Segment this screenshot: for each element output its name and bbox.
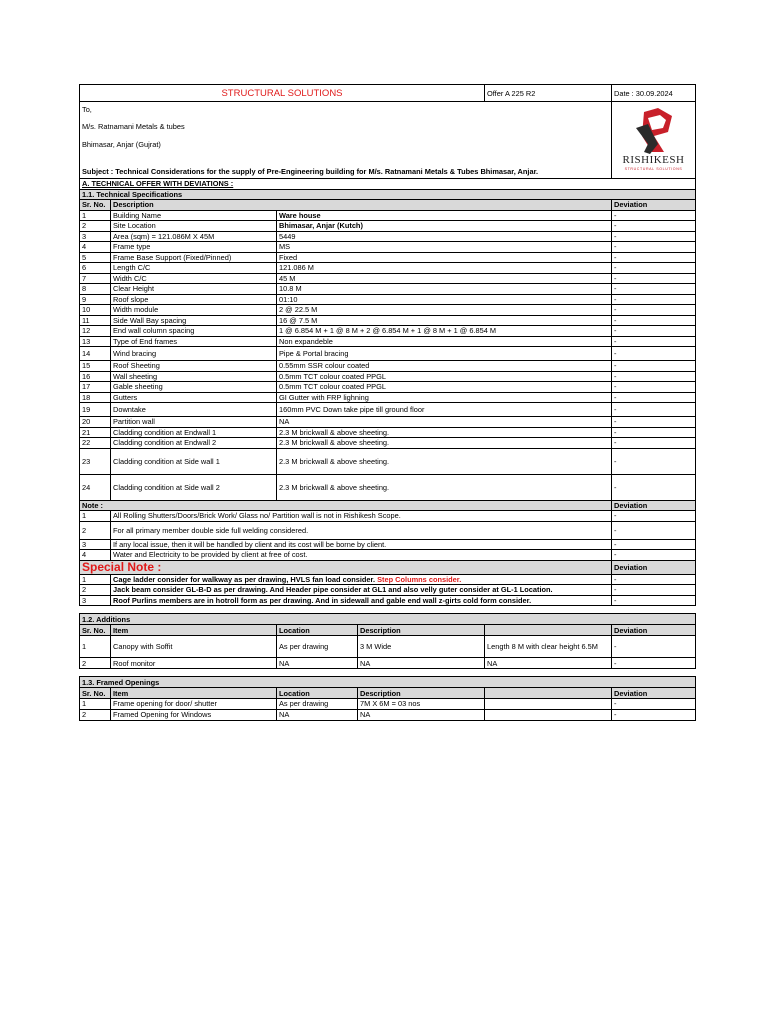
- table-row: [80, 315, 696, 326]
- spec-value: 2 @ 22.5 M: [277, 305, 612, 316]
- special-note-text-red: Step Columns consider.: [377, 574, 462, 584]
- additions-location: NA: [277, 658, 358, 669]
- table-row: [80, 382, 696, 393]
- table-row: [80, 560, 696, 574]
- additions-item: Canopy with Soffit: [111, 636, 277, 658]
- spec-deviation: -: [612, 326, 696, 337]
- framed_openings-header-item: Item: [111, 688, 277, 699]
- spec-value: 2.3 M brickwall & above sheeting.: [277, 427, 612, 438]
- header-sr-no: Sr. No.: [80, 200, 111, 211]
- spec-sr: 16: [80, 371, 111, 382]
- spec-sr: 23: [80, 448, 111, 474]
- spec-item: Cladding condition at Side wall 1: [111, 448, 277, 474]
- section-1-1-title: 1.1. Technical Specifications: [80, 189, 696, 200]
- spec-sr: 2: [80, 221, 111, 232]
- spec-deviation: -: [612, 371, 696, 382]
- additions-deviation: -: [612, 658, 696, 669]
- spec-deviation: -: [612, 210, 696, 221]
- header-description: Description: [111, 200, 612, 211]
- spec-item: Roof Sheeting: [111, 361, 277, 372]
- table-row: [80, 403, 696, 417]
- spec-sr: 7: [80, 273, 111, 284]
- note-sr: 2: [80, 521, 111, 539]
- framed_openings-sr: 1: [80, 699, 111, 710]
- table-row: [80, 263, 696, 274]
- table-row: [80, 417, 696, 428]
- additions-header-item: Item: [111, 625, 277, 636]
- special-note-text: [111, 585, 612, 596]
- company-logo: [612, 102, 696, 179]
- spec-sr: 24: [80, 474, 111, 500]
- table-row: [80, 614, 696, 625]
- table-row: [80, 392, 696, 403]
- additions-desc: 3 M Wide: [358, 636, 485, 658]
- spec-item: Clear Height: [111, 284, 277, 295]
- spec-item: Frame Base Support (Fixed/Pinned): [111, 252, 277, 263]
- table-row: [80, 336, 696, 347]
- table-row: [80, 511, 696, 522]
- note-text: All Rolling Shutters/Doors/Brick Work/ Glass no/ Partition wall is not in Rishikesh Scope.: [111, 511, 612, 522]
- spec-deviation: -: [612, 448, 696, 474]
- table-row: [80, 521, 696, 539]
- to-line-2: M/s. Ratnamani Metals & tubes: [80, 118, 612, 136]
- note-deviation: -: [612, 550, 696, 561]
- spec-value: 0.5mm TCT colour coated PPGL: [277, 371, 612, 382]
- spec-item: Gutters: [111, 392, 277, 403]
- spec-deviation: -: [612, 427, 696, 438]
- table-row: [80, 709, 696, 720]
- spec-deviation: -: [612, 231, 696, 242]
- additions-sr: 1: [80, 636, 111, 658]
- spec-deviation: -: [612, 315, 696, 326]
- additions-deviation: -: [612, 636, 696, 658]
- spec-sr: 15: [80, 361, 111, 372]
- table-row: [80, 284, 696, 295]
- spec-deviation: -: [612, 474, 696, 500]
- table-row: [80, 221, 696, 232]
- additions-location: As per drawing: [277, 636, 358, 658]
- spec-item: Type of End frames: [111, 336, 277, 347]
- spec-value: Ware house: [277, 210, 612, 221]
- subject-line: Subject : Technical Considerations for the supply of Pre-Engineering building for M/s. Ratnamani Metals & Tubes Bhimasar, Anjar.: [80, 165, 612, 179]
- additions-header-deviation: Deviation: [612, 625, 696, 636]
- table-row: [80, 427, 696, 438]
- spec-sr: 20: [80, 417, 111, 428]
- spec-item: Area (sqm) = 121.086M X 45M: [111, 231, 277, 242]
- spec-item: Site Location: [111, 221, 277, 232]
- additions-header-sr: Sr. No.: [80, 625, 111, 636]
- table-row: [80, 242, 696, 253]
- table-row: [80, 371, 696, 382]
- additions-title: 1.2. Additions: [80, 614, 696, 625]
- framed_openings-item: Frame opening for door/ shutter: [111, 699, 277, 710]
- spec-sr: 18: [80, 392, 111, 403]
- spec-value: 0.55mm SSR colour coated: [277, 361, 612, 372]
- spec-sr: 11: [80, 315, 111, 326]
- framed_openings-title: 1.3. Framed Openings: [80, 677, 696, 688]
- additions-desc-2: NA: [485, 658, 612, 669]
- framed_openings-header-location: Location: [277, 688, 358, 699]
- quotation-table: [79, 84, 696, 721]
- table-row: [80, 658, 696, 669]
- spec-sr: 8: [80, 284, 111, 295]
- spec-value: Pipe & Portal bracing: [277, 347, 612, 361]
- spec-deviation: -: [612, 347, 696, 361]
- spec-item: Width C/C: [111, 273, 277, 284]
- spec-sr: 3: [80, 231, 111, 242]
- table-row: [80, 500, 696, 511]
- special-note-text: [111, 595, 612, 606]
- spec-deviation: -: [612, 252, 696, 263]
- spec-deviation: -: [612, 263, 696, 274]
- framed_openings-deviation: -: [612, 709, 696, 720]
- spec-item: Wall sheeting: [111, 371, 277, 382]
- table-row: [80, 636, 696, 658]
- spec-item: Length C/C: [111, 263, 277, 274]
- offer-date: Date : 30.09.2024: [612, 85, 696, 102]
- spec-value: 45 M: [277, 273, 612, 284]
- framed_openings-header-description: Description: [358, 688, 485, 699]
- spec-item: Roof slope: [111, 294, 277, 305]
- table-row: [80, 625, 696, 636]
- table-row: [80, 273, 696, 284]
- framed_openings-desc-2: [485, 709, 612, 720]
- spec-sr: 6: [80, 263, 111, 274]
- special-note-sr: 3: [80, 595, 111, 606]
- framed_openings-location: NA: [277, 709, 358, 720]
- table-row: [80, 438, 696, 449]
- spec-sr: 12: [80, 326, 111, 337]
- framed_openings-desc-2: [485, 699, 612, 710]
- table-row: [80, 677, 696, 688]
- spec-item: Downtake: [111, 403, 277, 417]
- spec-sr: 10: [80, 305, 111, 316]
- spec-deviation: -: [612, 284, 696, 295]
- spec-item: Cladding condition at Endwall 2: [111, 438, 277, 449]
- framed_openings-header-description-2: [485, 688, 612, 699]
- table-row: [80, 361, 696, 372]
- framed_openings-deviation: -: [612, 699, 696, 710]
- framed_openings-location: As per drawing: [277, 699, 358, 710]
- spec-value: Fixed: [277, 252, 612, 263]
- spec-value: NA: [277, 417, 612, 428]
- additions-sr: 2: [80, 658, 111, 669]
- spec-item: Width module: [111, 305, 277, 316]
- spec-deviation: -: [612, 294, 696, 305]
- table-row: [80, 252, 696, 263]
- special-note-text-main: Jack beam consider GL-B-D as per drawing. And Header pipe consider at GL1 and also velly guter consider at GL-1 Location.: [113, 585, 553, 595]
- spec-deviation: -: [612, 403, 696, 417]
- spec-deviation: -: [612, 438, 696, 449]
- logo-name: RISHIKESH: [622, 154, 685, 166]
- spec-value: 1 @ 6.854 M + 1 @ 8 M + 2 @ 6.854 M + 1 @ 8 M + 1 @ 6.854 M: [277, 326, 612, 337]
- special-note-deviation: -: [612, 574, 696, 585]
- spec-value: 0.5mm TCT colour coated PPGL: [277, 382, 612, 393]
- spec-item: Wind bracing: [111, 347, 277, 361]
- spec-value: 01:10: [277, 294, 612, 305]
- spec-deviation: -: [612, 392, 696, 403]
- additions-header-location: Location: [277, 625, 358, 636]
- spec-item: Side Wall Bay spacing: [111, 315, 277, 326]
- spec-deviation: -: [612, 242, 696, 253]
- spec-deviation: -: [612, 336, 696, 347]
- spec-value: 10.8 M: [277, 284, 612, 295]
- spec-value: GI Gutter with FRP lighning: [277, 392, 612, 403]
- note-sr: 4: [80, 550, 111, 561]
- special-note-deviation-header: Deviation: [612, 560, 696, 574]
- spec-deviation: -: [612, 417, 696, 428]
- to-line-1: To,: [80, 102, 612, 118]
- note-deviation: -: [612, 511, 696, 522]
- spec-sr: 9: [80, 294, 111, 305]
- note-title: Note :: [80, 500, 612, 511]
- table-row: [80, 574, 696, 585]
- note-text: If any local issue, then it will be handled by client and its cost will be borne by client.: [111, 539, 612, 550]
- table-row: [80, 326, 696, 337]
- special-note-title: Special Note :: [80, 560, 612, 574]
- spec-sr: 19: [80, 403, 111, 417]
- company-title: STRUCTURAL SOLUTIONS: [80, 85, 485, 102]
- logo-tagline: STRUCTURAL SOLUTIONS: [624, 167, 683, 171]
- spec-sr: 4: [80, 242, 111, 253]
- table-row: [80, 595, 696, 606]
- spec-deviation: -: [612, 361, 696, 372]
- spec-sr: 1: [80, 210, 111, 221]
- spec-deviation: -: [612, 305, 696, 316]
- spec-sr: 21: [80, 427, 111, 438]
- table-row: [80, 539, 696, 550]
- spec-value: 2.3 M brickwall & above sheeting.: [277, 438, 612, 449]
- spacer: [80, 669, 696, 677]
- spec-value: 2.3 M brickwall & above sheeting.: [277, 474, 612, 500]
- spec-item: Cladding condition at Endwall 1: [111, 427, 277, 438]
- table-row: [80, 448, 696, 474]
- blank-line: [80, 154, 612, 165]
- special-note-text-main: Cage ladder consider for walkway as per drawing, HVLS fan load consider.: [113, 574, 376, 584]
- spec-item: Building Name: [111, 210, 277, 221]
- spec-sr: 5: [80, 252, 111, 263]
- spec-sr: 13: [80, 336, 111, 347]
- spec-deviation: -: [612, 273, 696, 284]
- framed_openings-item: Framed Opening for Windows: [111, 709, 277, 720]
- table-row: [80, 294, 696, 305]
- note-text: For all primary member double side full welding considered.: [111, 521, 612, 539]
- spec-value: 121.086 M: [277, 263, 612, 274]
- spec-item: Frame type: [111, 242, 277, 253]
- header-deviation: Deviation: [612, 200, 696, 211]
- special-note-sr: 2: [80, 585, 111, 596]
- note-deviation-header: Deviation: [612, 500, 696, 511]
- framed_openings-desc: 7M X 6M = 03 nos: [358, 699, 485, 710]
- spec-sr: 14: [80, 347, 111, 361]
- note-deviation: -: [612, 539, 696, 550]
- section-a-title: A. TECHNICAL OFFER WITH DEVIATIONS :: [80, 179, 696, 190]
- spec-item: Partition wall: [111, 417, 277, 428]
- spec-item: Gable sheeting: [111, 382, 277, 393]
- spec-value: 16 @ 7.5 M: [277, 315, 612, 326]
- framed_openings-sr: 2: [80, 709, 111, 720]
- table-row: [80, 688, 696, 699]
- table-row: [80, 585, 696, 596]
- additions-desc-2: Length 8 M with clear height 6.5M: [485, 636, 612, 658]
- note-deviation: -: [612, 521, 696, 539]
- table-row: [80, 305, 696, 316]
- table-row: [80, 606, 696, 614]
- spec-value: Non expandeble: [277, 336, 612, 347]
- note-sr: 1: [80, 511, 111, 522]
- spec-deviation: -: [612, 221, 696, 232]
- table-row: [80, 210, 696, 221]
- spec-item: End wall column spacing: [111, 326, 277, 337]
- additions-desc: NA: [358, 658, 485, 669]
- special-note-deviation: -: [612, 595, 696, 606]
- spec-sr: 22: [80, 438, 111, 449]
- note-sr: 3: [80, 539, 111, 550]
- additions-header-description-2: [485, 625, 612, 636]
- spec-deviation: -: [612, 382, 696, 393]
- offer-number: Offer A 225 R2: [485, 85, 612, 102]
- spec-value: Bhimasar, Anjar (Kutch): [277, 221, 612, 232]
- framed_openings-desc: NA: [358, 709, 485, 720]
- special-note-text: [111, 574, 612, 585]
- spec-item: Cladding condition at Side wall 2: [111, 474, 277, 500]
- additions-header-description: Description: [358, 625, 485, 636]
- spec-sr: 17: [80, 382, 111, 393]
- framed_openings-header-deviation: Deviation: [612, 688, 696, 699]
- additions-item: Roof monitor: [111, 658, 277, 669]
- rishikesh-logo-icon: [624, 106, 684, 156]
- quotation-sheet: [79, 84, 695, 721]
- spec-value: 5449: [277, 231, 612, 242]
- special-note-deviation: -: [612, 585, 696, 596]
- table-row: [80, 699, 696, 710]
- table-row: [80, 347, 696, 361]
- table-row: [80, 550, 696, 561]
- spec-value: 160mm PVC Down take pipe till ground floor: [277, 403, 612, 417]
- table-row: [80, 669, 696, 677]
- special-note-text-main: Roof Purlins members are in hotroll form as per drawing. And in sidewall and gable end wall z-girts cold form consider.: [113, 595, 532, 605]
- spec-value: MS: [277, 242, 612, 253]
- spacer: [80, 606, 696, 614]
- table-row: [80, 474, 696, 500]
- spec-value: 2.3 M brickwall & above sheeting.: [277, 448, 612, 474]
- to-line-3: Bhimasar, Anjar (Gujrat): [80, 136, 612, 154]
- note-text: Water and Electricity to be provided by client at free of cost.: [111, 550, 612, 561]
- framed_openings-header-sr: Sr. No.: [80, 688, 111, 699]
- table-row: [80, 231, 696, 242]
- special-note-sr: 1: [80, 574, 111, 585]
